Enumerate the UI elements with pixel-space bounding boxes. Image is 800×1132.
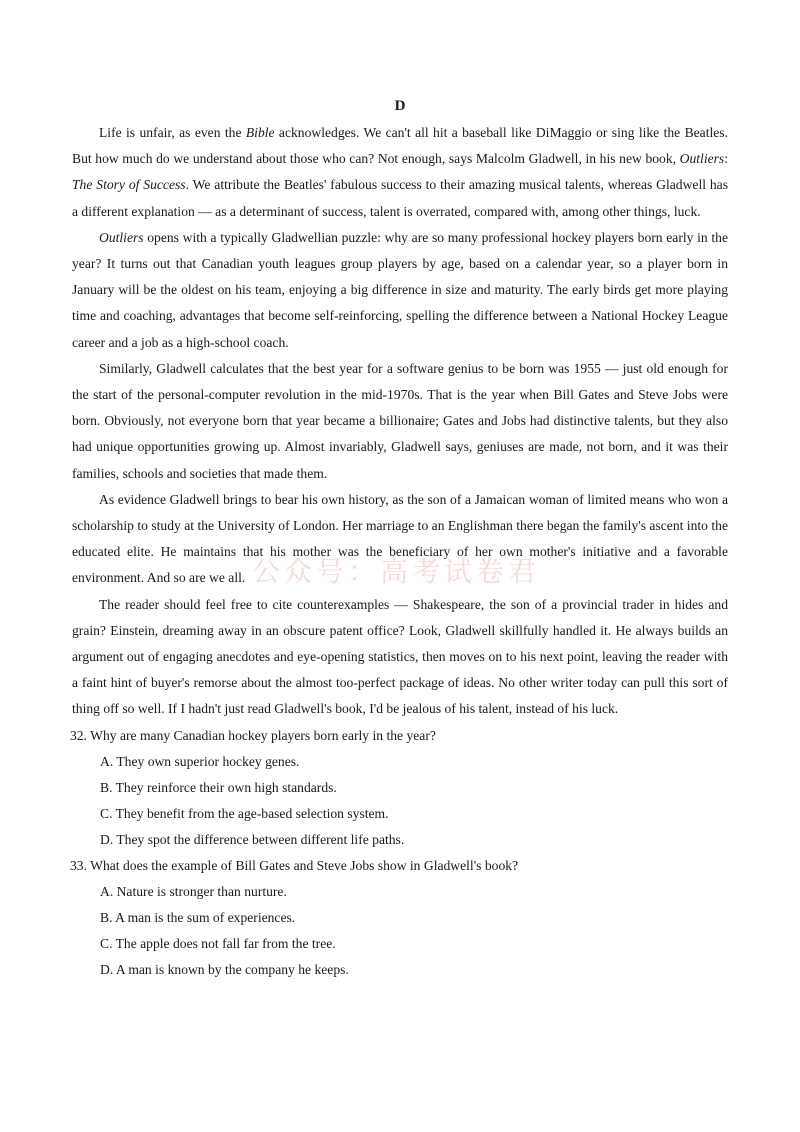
passage-paragraph-2 <box>72 225 728 356</box>
answer-option: A. Nature is stronger than nurture. <box>100 883 287 899</box>
p1-text-c: acknowledges. We can't all hit a baseball like DiMaggio or sing like the Beatles. But how much do we understand about those who can? Not enough, says Malcolm Gladwell, in his new book, <box>72 125 728 167</box>
p2-book-title: Outliers <box>99 229 144 245</box>
p1-bible-title: Bible <box>245 125 275 140</box>
document-page <box>72 96 728 983</box>
p1-text-g: . We attribute the Beatles' fabulous success to their amazing musical talents, whereas Gladwell has a different explanation — as a determinant of success, talent is overrated, compared with, among other things, luck. <box>72 177 728 219</box>
p1-book-subtitle: The Story of Success <box>72 177 186 193</box>
answer-option: D. They spot the difference between different life paths. <box>100 831 405 847</box>
question-stem: 33. What does the example of Bill Gates and Steve Jobs show in Gladwell's book? <box>70 857 519 873</box>
passage-paragraph-3: Similarly, Gladwell calculates that the best year for a software genius to be born was 1955 — just old enough for the start of the personal-computer revolution in the mid-1970s. That is the year when Bill Gates and Steve Jobs were born. Obviously, not everyone born that year became a billionaire; Gates and Jobs had distinctive talents, but they also had unique opportunities growing up. Almost invariably, Gladwell says, geniuses are made, not born, and it was their families, schools and societies that made them. <box>72 360 728 481</box>
watermark-text: 公众号：高考试卷君 <box>252 555 541 588</box>
passage-paragraph-4: As evidence Gladwell brings to bear his own history, as the son of a Jamaican woman of limited means who won a scholarship to study at the University of London. Her marriage to an Englishman there began the family's ascent into the educated elite. He maintains that his mother was the beneficiary of her own mother's initiative and a favorable environment. And so are we all. <box>72 491 728 586</box>
section-heading: D <box>394 98 406 114</box>
answer-option: C. They benefit from the age-based selection system. <box>100 805 389 821</box>
p1-text-a: Life is unfair, as even the <box>99 125 246 140</box>
question-33 <box>72 853 728 983</box>
p2-text-b: opens with a typically Gladwellian puzzle: why are so many professional hockey players born early in the year? It turns out that Canadian youth leagues group players by age, based on a calendar year, so a player born in January will be the oldest on his team, enjoying a big difference in size and maturity. The early birds get more playing time and coaching, advantages that become self-reinforcing, spelling the difference between a National Hockey League career and a job as a high-school coach. <box>72 229 728 350</box>
question-stem: 32. Why are many Canadian hockey players born early in the year? <box>70 727 436 743</box>
p1-text-e: : <box>724 151 728 167</box>
answer-option: B. They reinforce their own high standards. <box>100 779 337 795</box>
passage-paragraph-1 <box>72 120 728 225</box>
answer-option: A. They own superior hockey genes. <box>100 753 300 769</box>
answer-options <box>72 749 728 853</box>
passage-paragraph-5: The reader should feel free to cite counterexamples — Shakespeare, the son of a provincial trader in hides and grain? Einstein, dreaming away in an obscure patent office? Look, Gladwell skillfully handled it. He always builds an argument out of engaging anecdotes and eye-opening statistics, then moves on to his next point, leaving the reader with a faint hint of buyer's remorse about the almost too-perfect package of ideas. No other writer today can pull this sort of thing off so well. If I hadn't just read Gladwell's book, I'd be jealous of his talent, instead of his luck. <box>72 596 728 717</box>
p1-book-title: Outliers <box>679 151 725 167</box>
answer-option: C. The apple does not fall far from the tree. <box>100 935 336 951</box>
answer-option: D. A man is known by the company he keeps. <box>100 961 349 977</box>
answer-options <box>72 879 728 983</box>
question-32 <box>72 723 728 853</box>
answer-option: B. A man is the sum of experiences. <box>100 909 296 925</box>
